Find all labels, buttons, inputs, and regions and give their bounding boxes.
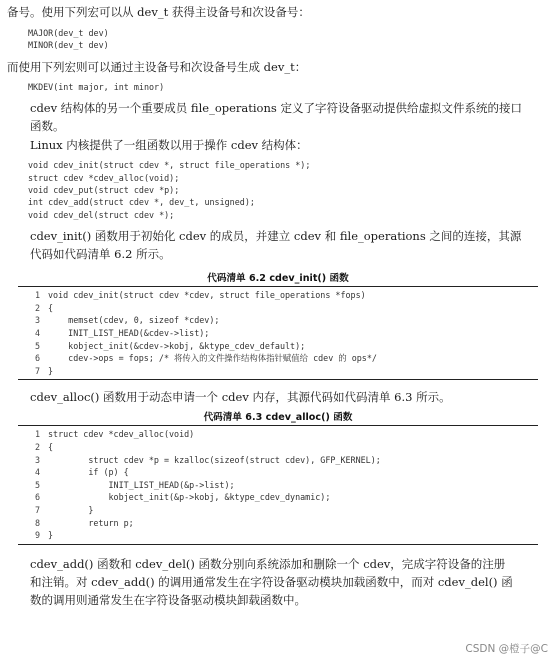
code-block-mkdev <box>0 81 556 93</box>
code-listing-6-2 <box>18 286 538 380</box>
line-number: 5 <box>34 340 40 351</box>
paragraph-mkdev: 而使用下列宏则可以通过主设备号和次设备号生成 dev_t： <box>7 59 307 74</box>
code-line: MKDEV(int major, int minor) <box>28 81 165 92</box>
line-number: 3 <box>34 315 40 326</box>
line-code: cdev->ops = fops; /* 将传入的文件操作结构体指针赋值给 cdev 的 ops*/ <box>48 353 377 364</box>
code-listing-line <box>18 517 538 530</box>
code-listing-line <box>18 491 538 504</box>
code-line: MAJOR(dev_t dev) <box>28 28 109 38</box>
code-listing-line <box>18 479 538 492</box>
code-listing-line <box>18 504 538 517</box>
paragraph-cdev-functions: Linux 内核提供了一组函数以用于操作 cdev 结构体： <box>30 138 308 153</box>
code-line: void cdev_del(struct cdev *); <box>28 209 175 220</box>
line-code: } <box>48 365 54 376</box>
code-listing-line <box>18 454 538 467</box>
listing-title-6-3: 代码清单 6.3 cdev_alloc() 函数 <box>203 412 353 424</box>
line-number: 3 <box>34 454 40 465</box>
code-listing-line <box>18 441 538 454</box>
line-number: 7 <box>34 504 40 515</box>
line-code: memset(cdev, 0, sizeof *cdev); <box>48 315 220 326</box>
line-number: 8 <box>34 517 40 528</box>
listing-title-6-2: 代码清单 6.2 cdev_init() 函数 <box>207 273 349 285</box>
line-code: kobject_init(&p->kobj, &ktype_cdev_dynamic); <box>48 492 331 503</box>
line-number: 5 <box>34 479 40 490</box>
line-code: struct cdev *p = kzalloc(sizeof(struct cdev), GFP_KERNEL); <box>48 454 381 465</box>
code-line: struct cdev *cdev_alloc(void); <box>28 172 180 183</box>
line-number: 7 <box>34 365 40 376</box>
code-listing-line <box>18 327 538 340</box>
line-code: if (p) { <box>48 467 129 478</box>
code-listing-line <box>18 365 538 378</box>
code-listing-line <box>18 529 538 542</box>
code-listing-line <box>18 302 538 315</box>
line-number: 4 <box>34 467 40 478</box>
code-listing-line <box>18 340 538 353</box>
code-line: void cdev_init(struct cdev *, struct file_operations *); <box>28 160 311 171</box>
line-code: { <box>48 302 54 313</box>
line-code: INIT_LIST_HEAD(&cdev->list); <box>48 328 210 339</box>
paragraph-cdev-add-del: cdev_add() 函数和 cdev_del() 函数分别向系统添加和删除一个 cdev，完成字符设备的注册和注销。对 cdev_add() 的调用通常发生在字符设备驱动模块加载函数中，而对 cdev_del() 函数的调用则通常发生在字符设备驱动模块卸载函数中。 <box>30 556 513 607</box>
line-number: 1 <box>34 290 40 301</box>
line-code: kobject_init(&cdev->kobj, &ktype_cdev_default); <box>48 340 306 351</box>
line-number: 4 <box>34 328 40 339</box>
code-block-cdev-functions <box>0 159 556 221</box>
line-number: 6 <box>34 492 40 503</box>
csdn-watermark: CSDN @橙子@C <box>465 643 548 655</box>
code-listing-line <box>18 352 538 365</box>
line-number: 1 <box>34 429 40 440</box>
line-code: { <box>48 442 54 452</box>
line-number: 2 <box>34 442 40 452</box>
code-line: void cdev_put(struct cdev *p); <box>28 185 180 196</box>
code-listing-line <box>18 428 538 441</box>
paragraph-intro: 备号。使用下列宏可以从 dev_t 获得主设备号和次设备号： <box>7 5 310 19</box>
line-number: 2 <box>34 302 40 313</box>
paragraph-cdev-init: cdev_init() 函数用于初始化 cdev 的成员，并建立 cdev 和 file_operations 之间的连接，其源代码如代码清单 6.2 所示。 <box>30 229 522 262</box>
code-line: int cdev_add(struct cdev *, dev_t, unsigned); <box>28 197 255 208</box>
code-block-major-minor <box>0 27 556 52</box>
paragraph-cdev-alloc: cdev_alloc() 函数用于动态申请一个 cdev 内存，其源代码如代码清单 6.3 所示。 <box>30 390 451 405</box>
code-line: MINOR(dev_t dev) <box>28 40 109 51</box>
line-number: 6 <box>34 353 40 364</box>
line-code: struct cdev *cdev_alloc(void) <box>48 429 195 440</box>
code-listing-line <box>18 289 538 302</box>
line-code: INIT_LIST_HEAD(&p->list); <box>48 479 235 490</box>
line-code: return p; <box>48 517 134 528</box>
line-code: } <box>48 530 54 541</box>
code-listing-line <box>18 466 538 479</box>
line-code: void cdev_init(struct cdev *cdev, struct file_operations *fops) <box>48 290 366 301</box>
line-number: 9 <box>34 530 40 541</box>
code-listing-line <box>18 314 538 327</box>
line-code: } <box>48 504 94 515</box>
paragraph-file-operations: cdev 结构体的另一个重要成员 file_operations 定义了字符设备驱动提供给虚拟文件系统的接口函数。 <box>30 101 522 134</box>
code-listing-6-3 <box>18 425 538 544</box>
